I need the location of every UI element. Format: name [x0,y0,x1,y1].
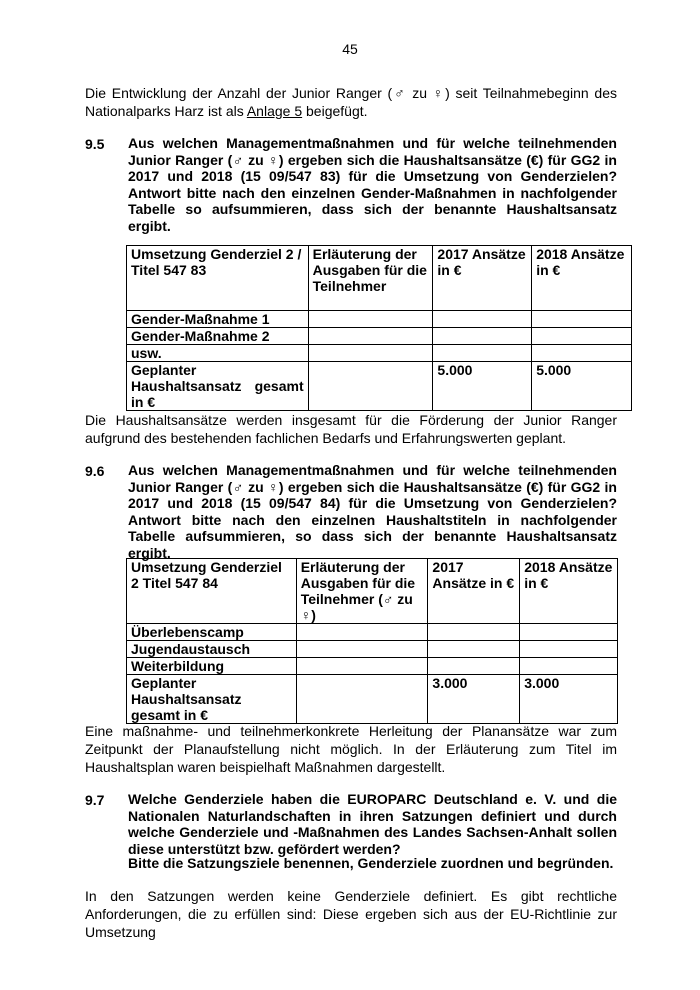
question-9-7-text: Welche Genderziele haben die EUROPARC Deutschland e. V. und die Nationalen Naturlandschaften in ihren Satzungen definiert und durch welche Genderziele und -Maßnahmen des Landes Sachsen-Anhalt sollen diese unterstützt bzw. gefördert werden? [128,791,617,857]
table-cell: Geplanter Haushaltsansatz gesamt in € [127,675,297,724]
table-row [127,311,632,328]
intro-text: Die Entwicklung der Anzahl der Junior Ranger (♂ zu ♀) seit Teilnahmebeginn des Nationalparks Harz ist als [85,85,617,119]
question-9-5-text: Aus welchen Managementmaßnahmen und für welche teilnehmenden Junior Ranger (♂ zu ♀) ergeben sich die Haushaltsansätze (€) für GG2 in 2017 und 2018 (15 09/547 83) für die Umsetzung von Genderzielen? Antwort bitte nach den einzelnen Gender-Maßnahmen in nachfolgender Tabelle so aufsummieren, dass sich der benannte Haushaltsansatz ergibt. [128,135,617,234]
header-cell: Erläuterung der Ausgaben für die Teilnehmer (♂ zu ♀) [296,559,428,624]
table-row [127,345,632,362]
table-cell [433,345,532,362]
table-cell [520,658,618,675]
table-header-row [127,246,632,311]
table-cell [308,345,433,362]
table-cell: Gender-Maßnahme 1 [127,311,309,328]
table-cell: 3.000 [520,675,618,724]
table-cell [428,658,520,675]
intro-text-end: beigefügt. [302,103,368,119]
table-cell [433,328,532,345]
question-9-6-number: 9.6 [85,463,105,479]
answer-9-7: In den Satzungen werden keine Genderziele definiert. Es gibt rechtliche Anforderungen, die zu erfüllen sind: Diese ergeben sich aus der EU-Richtlinie zur Umsetzung [85,888,617,940]
table-cell: 3.000 [428,675,520,724]
table-cell [428,641,520,658]
table-total-row [127,362,632,411]
header-cell: 2018 Ansätze in € [532,246,632,311]
table-cell [532,328,632,345]
anlage-5-link[interactable]: Anlage 5 [246,103,303,119]
table-total-row [127,675,618,724]
header-cell: 2017 Ansätze in € [428,559,520,624]
table-row [127,328,632,345]
table-cell [296,658,428,675]
table-row [127,641,618,658]
table-cell [296,675,428,724]
table-header-row [127,559,618,624]
table-cell: usw. [127,345,309,362]
table-cell: 5.000 [433,362,532,411]
table-cell: Weiterbildung [127,658,297,675]
header-cell: Erläuterung der Ausgaben für die Teilnehmer [308,246,433,311]
table-row [127,624,618,641]
answer-9-5: Die Haushaltsansätze werden insgesamt für die Förderung der Junior Ranger aufgrund des bestehenden fachlichen Bedarfs und Erfahrungswerten geplant. [85,412,617,446]
table-cell: Gender-Maßnahme 2 [127,328,309,345]
table-cell [520,624,618,641]
question-9-7-instruction: Bitte die Satzungsziele benennen, Genderziele zuordnen und begründen. [128,855,614,871]
table-9-6 [126,558,618,724]
table-cell [532,345,632,362]
table-cell: 5.000 [532,362,632,411]
intro-paragraph [85,84,617,120]
table-cell [308,362,433,411]
table-cell [520,641,618,658]
table-cell [428,624,520,641]
table-row [127,658,618,675]
header-cell: 2017 Ansätze in € [433,246,532,311]
table-cell [433,311,532,328]
table-9-5 [126,245,632,411]
table-cell: Geplanter Haushaltsansatz gesamt in € [127,362,309,411]
answer-9-6: Eine maßnahme- und teilnehmerkonkrete Herleitung der Planansätze war zum Zeitpunkt der Planaufstellung nicht möglich. In der Erläuterung zum Titel im Haushaltsplan waren beispielhaft Maßnahmen dargestellt. [85,723,617,775]
header-cell: Umsetzung Genderziel 2 Titel 547 84 [127,559,297,624]
header-cell: 2018 Ansätze in € [520,559,618,624]
table-cell [296,624,428,641]
table-cell: Überlebenscamp [127,624,297,641]
table-cell: Jugendaustausch [127,641,297,658]
question-9-6-text: Aus welchen Managementmaßnahmen und für welche teilnehmenden Junior Ranger (♂ zu ♀) ergeben sich die Haushaltsansätze (€) für GG2 in 2017 und 2018 (15 09/547 84) für die Umsetzung von Genderzielen? Antwort bitte nach den einzelnen Haushaltstiteln in nachfolgender Tabelle aufsummieren, so dass sich der benannte Haushaltsansatz ergibt. [128,462,617,561]
table-cell [308,328,433,345]
header-cell: Umsetzung Genderziel 2 / Titel 547 83 [127,246,309,311]
table-cell [308,311,433,328]
question-9-5-number: 9.5 [85,136,105,152]
question-9-7-number: 9.7 [85,792,105,808]
table-cell [296,641,428,658]
table-cell [532,311,632,328]
page-number: 45 [342,41,358,57]
